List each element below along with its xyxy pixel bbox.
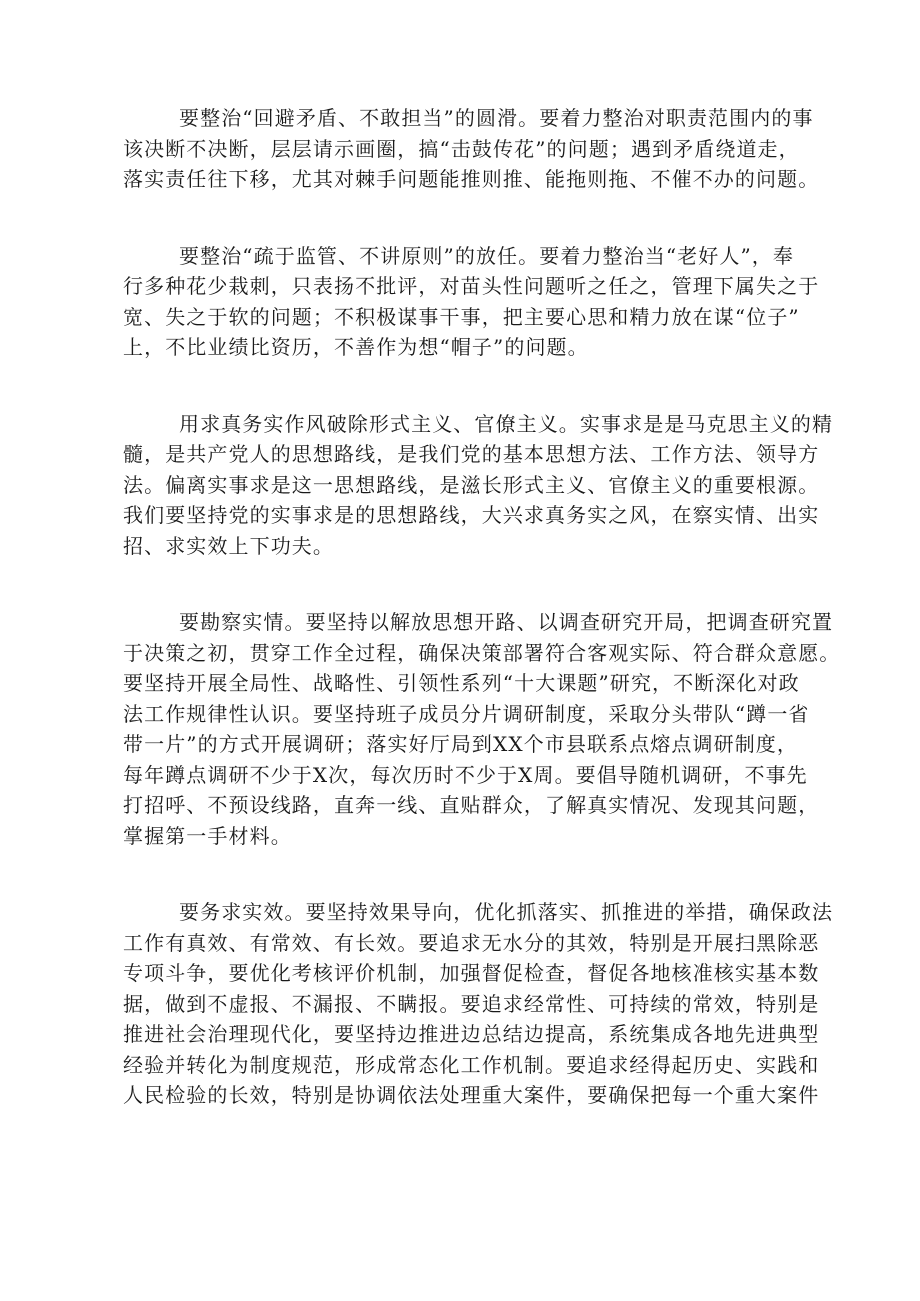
paragraph-line: 推进社会治理现代化，要坚持边推进边总结边提高，系统集成各地先进典型 <box>123 1022 820 1046</box>
paragraph-line: 法工作规律性认识。要坚持班子成员分片调研制度，采取分头带队“蹲一省 <box>123 701 810 726</box>
paragraph-line: 用求真务实作风破除形式主义、官僚主义。实事求是是马克思主义的精 <box>179 411 834 436</box>
paragraph-line: 行多种花少栽刺，只表扬不批评，对苗头性问题听之任之，管理下属失之于 <box>123 274 820 298</box>
paragraph-line: 据，做到不虚报、不漏报、不瞒报。要追求经常性、可持续的常效，特别是 <box>123 991 820 1016</box>
paragraph-line: 该决断不决断，层层请示画圈，搞“击鼓传花”的问题；遇到矛盾绕道走， <box>123 136 800 161</box>
paragraph-line: 招、求实效上下功夫。 <box>123 533 334 558</box>
paragraph-line: 髓，是共产党人的思想路线，是我们党的基本思想方法、工作方法、领导方 <box>123 442 820 466</box>
paragraph-line: 上，不比业绩比资历，不善作为想“帽子”的问题。 <box>123 335 589 359</box>
paragraph-line: 经验并转化为制度规范，形成常态化工作机制。要追求经得起历史、实践和 <box>123 1052 820 1077</box>
paragraph-line: 宽、失之于软的问题；不积极谋事干事，把主要心思和精力放在谋“位子” <box>123 304 800 329</box>
paragraph-line: 人民检验的长效，特别是协调依法处理重大案件，要确保把每一个重大案件 <box>123 1083 820 1107</box>
paragraph-line: 要坚持开展全局性、战略性、引领性系列“十大课题”研究，不断深化对政 <box>123 671 800 695</box>
paragraph-line: 工作有真效、有常效、有长效。要追求无水分的其效，特别是开展扫黑除恶 <box>123 930 820 955</box>
paragraph-line: 每年蹲点调研不少于X次，每次历时不少于X周。要倡导随机调研，不事先 <box>123 762 808 787</box>
paragraph-line: 掌握第一手材料。 <box>123 823 292 848</box>
paragraph-line: 要勘察实情。要坚持以解放思想开路、以调查研究开局，把调查研究置 <box>179 610 834 634</box>
paragraph-4 <box>123 607 841 851</box>
paragraph-line: 我们要坚持党的实事求是的思想路线，大兴求真务实之风，在察实情、出实 <box>123 503 820 527</box>
paragraph-line: 要务求实效。要坚持效果导向，优化抓落实、抓推进的举措，确保政法 <box>179 900 834 924</box>
paragraph-line: 要整治“疏于监管、不讲原则”的放任。要着力整治当“老好人”，奉 <box>179 243 794 268</box>
paragraph-line: 于决策之初，贯穿工作全过程，确保决策部署符合客观实际、符合群众意愿。 <box>123 640 841 665</box>
paragraph-line: 法。偏离实事求是这一思想路线，是滋长形式主义、官僚主义的重要根源。 <box>123 472 820 497</box>
paragraph-line: 落实责任往下移，尤其对棘手问题能推则推、能拖则拖、不催不办的问题。 <box>123 167 820 191</box>
paragraph-line: 要整治“回避矛盾、不敢担当”的圆滑。要着力整治对职责范围内的事 <box>179 106 814 130</box>
paragraph-line: 带一片”的方式开展调研；落实好厅局到XX个市县联系点熔点调研制度， <box>123 732 799 756</box>
paragraph-1 <box>123 103 820 195</box>
document-body <box>123 103 841 1157</box>
paragraph-5 <box>123 897 834 1111</box>
paragraph-2 <box>123 241 820 363</box>
paragraph-line: 专项斗争，要优化考核评价机制，加强督促检查，督促各地核准核实基本数 <box>123 961 820 985</box>
paragraph-line: 打招呼、不预设线路，直奔一线、直贴群众，了解真实情况、发现其问题， <box>123 793 820 817</box>
paragraph-3 <box>123 409 834 562</box>
